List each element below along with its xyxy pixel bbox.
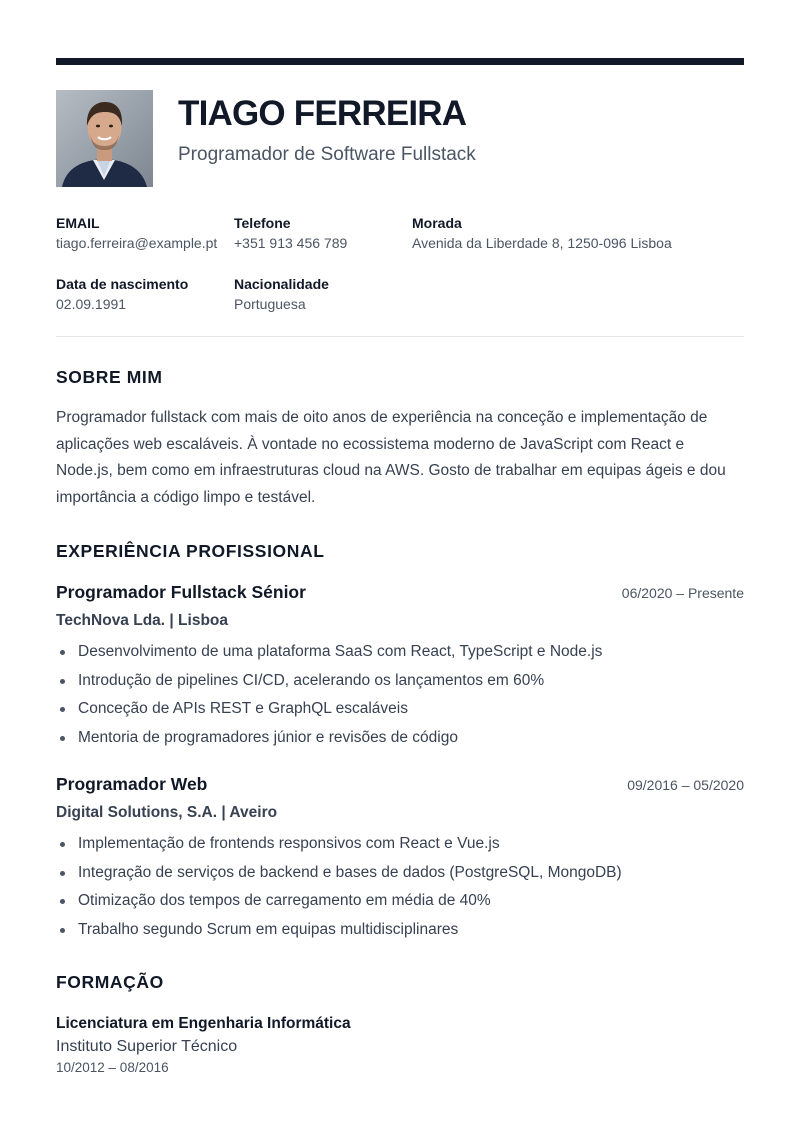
- resume-header: [56, 90, 744, 187]
- contact-label: Telefone: [234, 215, 291, 231]
- education-heading: FORMAÇÃO: [56, 972, 164, 992]
- contact-label: EMAIL: [56, 215, 100, 231]
- contact-value: +351 913 456 789: [234, 235, 348, 251]
- list-item: Mentoria de programadores júnior e revisões de código: [56, 724, 744, 753]
- list-item: Conceção de APIs REST e GraphQL escaláveis: [56, 695, 744, 724]
- contact-address: [412, 213, 744, 253]
- candidate-title: Programador de Software Fullstack: [178, 144, 476, 165]
- contact-value: tiago.ferreira@example.pt: [56, 235, 218, 251]
- about-text: Programador fullstack com mais de oito anos de experiência na conceção e implementação de aplicações web escaláveis. À vontade no ecossistema moderno de JavaScript com React e Node.js, bem como em infraestruturas cloud na AWS. Gosto de trabalhar em equipas ágeis e dou importância a código limpo e testável.: [56, 409, 726, 506]
- job-company: Digital Solutions, S.A. | Aveiro: [56, 804, 278, 821]
- section-divider: [56, 336, 744, 337]
- list-item: Implementação de frontends responsivos com React e Vue.js: [56, 830, 744, 859]
- resume-page: [56, 58, 744, 1075]
- contact-email: [56, 213, 234, 253]
- name-block: [178, 90, 476, 187]
- list-item: Otimização dos tempos de carregamento em média de 40%: [56, 887, 744, 916]
- education-school: Instituto Superior Técnico: [56, 1038, 238, 1055]
- contact-phone: [234, 213, 412, 253]
- job-bullets: [56, 638, 744, 752]
- contact-birthdate: [56, 274, 234, 314]
- contact-details: [56, 213, 744, 314]
- job-dates: 09/2016 – 05/2020: [627, 777, 744, 793]
- about-heading: SOBRE MIM: [56, 367, 163, 387]
- job-dates: 06/2020 – Presente: [621, 585, 744, 601]
- list-item: Integração de serviços de backend e bases de dados (PostgreSQL, MongoDB): [56, 859, 744, 888]
- contact-label: Data de nascimento: [56, 276, 189, 292]
- job-header: [56, 582, 744, 603]
- list-item: Trabalho segundo Scrum em equipas multidisciplinares: [56, 916, 744, 945]
- job-role: Programador Web: [56, 774, 208, 794]
- job-bullets: [56, 830, 744, 944]
- experience-heading: EXPERIÊNCIA PROFISSIONAL: [56, 541, 325, 561]
- job-company: TechNova Lda. | Lisboa: [56, 612, 228, 629]
- profile-photo: [56, 90, 153, 187]
- contact-value: Avenida da Liberdade 8, 1250-096 Lisboa: [412, 235, 672, 251]
- portrait-image: [56, 90, 153, 187]
- job-entry: [56, 774, 744, 944]
- contact-value: Portuguesa: [234, 296, 306, 312]
- contact-value: 02.09.1991: [56, 296, 127, 312]
- candidate-name: TIAGO FERREIRA: [178, 94, 467, 133]
- job-entry: [56, 582, 744, 752]
- education-dates: 10/2012 – 08/2016: [56, 1060, 169, 1075]
- contact-nationality: [234, 274, 412, 314]
- list-item: Desenvolvimento de uma plataforma SaaS com React, TypeScript e Node.js: [56, 638, 744, 667]
- top-rule: [56, 58, 744, 65]
- contact-label: Nacionalidade: [234, 276, 329, 292]
- contact-label: Morada: [412, 215, 462, 231]
- job-header: [56, 774, 744, 795]
- list-item: Introdução de pipelines CI/CD, acelerando os lançamentos em 60%: [56, 667, 744, 696]
- education-degree: Licenciatura em Engenharia Informática: [56, 1015, 351, 1032]
- job-role: Programador Fullstack Sénior: [56, 582, 306, 602]
